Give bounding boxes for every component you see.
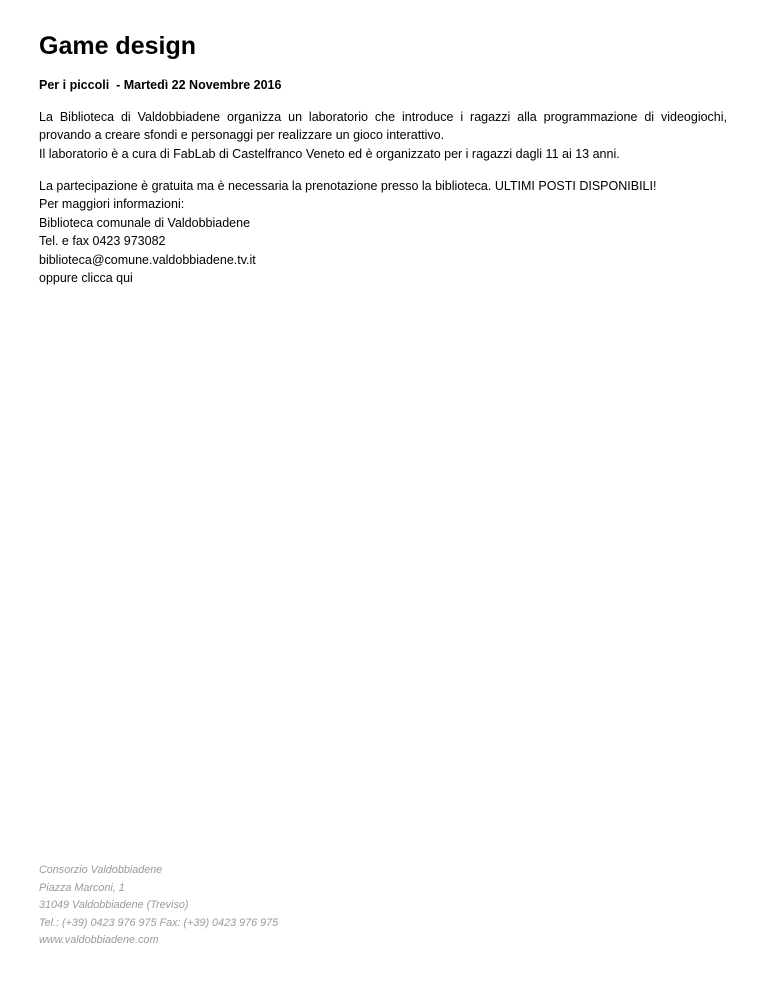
intro-paragraph: [39, 108, 727, 163]
library-email: biblioteca@comune.valdobbiadene.tv.it: [39, 252, 256, 267]
intro-line-3: Il laboratorio è a cura di FabLab di Castelfranco Veneto ed è organizzato per i ragazzi dagli 11 ai 13 anni.: [39, 146, 620, 161]
footer: [39, 862, 278, 950]
more-info-label: Per maggiori informazioni:: [39, 197, 185, 212]
footer-city: 31049 Valdobbiadene (Treviso): [39, 899, 189, 911]
footer-address: Piazza Marconi, 1: [39, 881, 125, 894]
intro-line-2: provando a creare sfondi e personaggi per realizzare un gioco interattivo.: [39, 128, 445, 143]
intro-line-1: La Biblioteca di Valdobbiadene organizza un laboratorio che introduce i ragazzi alla programmazione di videogiochi,: [39, 110, 727, 124]
library-phone: Tel. e fax 0423 973082: [39, 234, 166, 249]
participation-text: La partecipazione è gratuita ma è necessaria la prenotazione presso la biblioteca. ULTIMI POSTI DISPONIBILI!: [39, 179, 657, 193]
page-title: Game design: [39, 32, 196, 60]
event-subtitle: Per i piccoli - Martedì 22 Novembre 2016: [39, 78, 282, 92]
footer-website: www.valdobbiadene.com: [39, 934, 159, 946]
footer-org: Consorzio Valdobbiadene: [39, 864, 163, 876]
info-paragraph: [39, 177, 727, 287]
footer-phone-fax: Tel.: (+39) 0423 976 975 Fax: (+39) 0423 976 975: [39, 916, 279, 929]
click-here-link[interactable]: oppure clicca qui: [39, 271, 133, 286]
library-name: Biblioteca comunale di Valdobbiadene: [39, 215, 251, 230]
